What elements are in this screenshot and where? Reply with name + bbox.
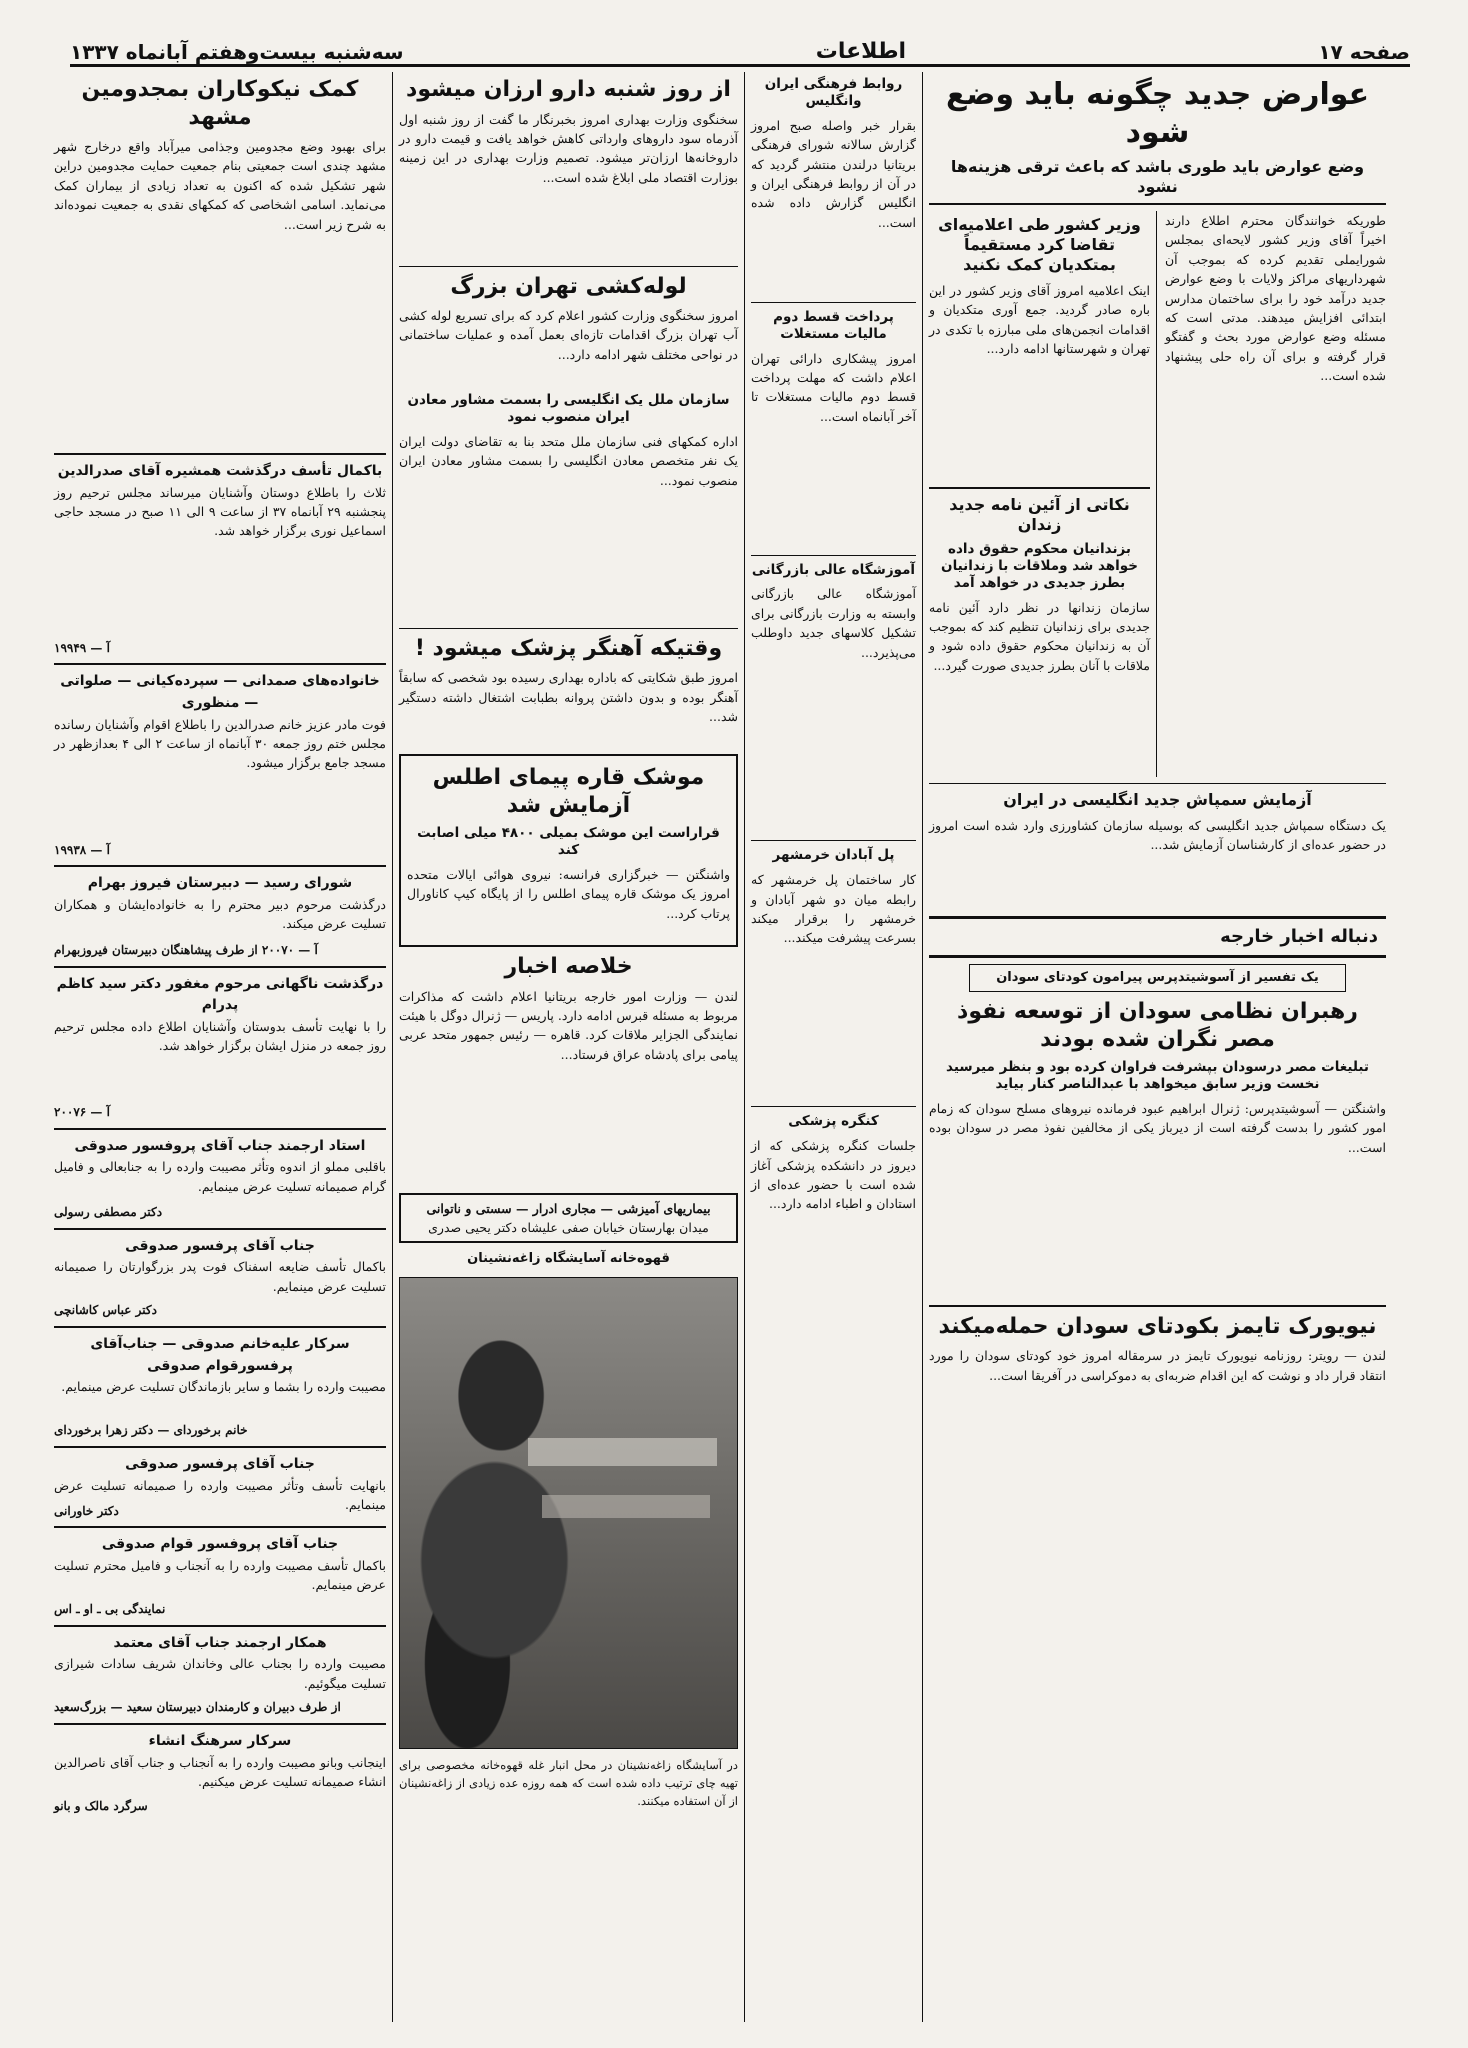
photo-caption: در آسایشگاه زاغه‌نشینان در محل انبار غله قهوه‌خانه مخصوصی برای تهیه چای ترتیب داده شده است که همه روزه عده زیادی از زاغه‌نشینان از آن استفاده میکنند. (399, 1758, 738, 1809)
sudan-body: واشنگتن — آسوشیتدپرس: ژنرال ابراهیم عبود فرمانده نیروهای مسلح سودان که زمام امور کشور را بدست گرفته است از دیرباز یکی از مخالفین نفوذ مصر در سودان بوده است... (929, 1100, 1386, 1155)
notice-2-body: فوت مادر عزیز خانم صدرالدین را باطلاع اقوام وآشنایان رسانده مجلس ختم روز جمعه ۳۰ آبانماه از ساعت ۲ الی ۴ بعدازظهر در مسجد جامع برگزار میشود. (54, 716, 386, 771)
nyt-headline: نیویورک تایمز بکودتای سودان حمله‌میکند (938, 1313, 1377, 1339)
newspaper-name: اطلاعات (815, 39, 907, 64)
notice-8-body: بانهایت تأسف وتأثر مصیبت وارده را صمیمانه تسلیت عرض مینمایم. (54, 1477, 386, 1513)
sudan-subhead: تبلیغات مصر درسودان بپشرفت فراوان کرده بود و بنظر میرسید نخست وزیر سابق میخواهد با عبدالناصر کنار بیاید (946, 1059, 1369, 1092)
notice-1-body: ثلاث را باطلاع دوستان وآشنایان میرساند مجلس ترحیم روز پنجشنبه ۲۹ آبانماه ۳۷ از ساعت ۹ الی ۱۱ صبح در مسجد حاجی اسماعیل نوری برگزار خواهد شد. (54, 484, 386, 539)
pipe-headline: لوله‌کشی تهران بزرگ (450, 273, 687, 299)
notice-10-body: مصیبت وارده را بجناب عالی وخاندان شریف سادات شیرازی تسلیت میگوئیم. (54, 1656, 386, 1691)
column-center (392, 72, 744, 2022)
prison-subhead: بزندانیان محکوم حقوق داده خواهد شد وملاقات با زندانیان بطرز جدیدی در خواهد آمد (941, 541, 1138, 591)
main-article-body: طوریکه خوانندگان محترم اطلاع دارند اخیراً آقای وزیر کشور لایحه‌ای بمجلس شورایملی تقدیم کرده که بموجب آن شهرداریهای مراکز ولایات با وضع عوارض جدید درآمد خود را برای ساختمان مدارس ابتدائی افزایش میدهند. مدتی است که مسئله وضع عوارض مورد بحث و گفتگو قرار گرفته و برای آن راه حلی پیشنهاد شده است... (1165, 213, 1386, 383)
congress-body: جلسات کنگره پزشکی که از دیروز در دانشکده پزشکی آغاز شده است با حضور عده‌ای از استادان و اطباء ادامه دارد... (751, 1138, 916, 1212)
notice-8 (54, 1454, 386, 1520)
notice-8-sign: دکتر خاورانی (54, 1503, 119, 1518)
test-body: یک دستگاه سمپاش جدید انگلیسی که بوسیله سازمان کشاورزی وارد شده است امروز در حضور عده‌ای از کارشناسان آزمایش شد... (929, 818, 1386, 853)
notice-10-sign: از طرف دبیران و کارمندان دبیرستان سعید — بزرگ‌سعید (54, 1700, 341, 1715)
notice-8-title: جناب آقای پرفسور صدوقی (125, 1456, 315, 1473)
main-subhead: وضع عوارض باید طوری باشد که باعث ترقی هزینه‌ها نشود (950, 157, 1365, 196)
bridge-body: کار ساختمان پل خرمشهر که رابطه میان دو شهر آبادان و خرمشهر را برقرار میکند بسرعت پیشرفت میکند... (751, 872, 916, 946)
notice-9-title: جناب آقای پروفسور قوام صدوقی (101, 1536, 339, 1553)
notice-7 (54, 1334, 386, 1440)
prison-headline: نکاتی از آئین نامه جدید زندان (949, 495, 1130, 534)
tax-body: امروز پیشکاری دارائی تهران اعلام داشت که مهلت پرداخت قسط دوم مالیات مستغلات تا آخر آبانماه است... (751, 350, 916, 424)
notice-3 (54, 873, 386, 959)
sudan-headline: رهبران نظامی سودان از توسعه نفوذ مصر نگران شده بودند (957, 999, 1358, 1052)
notice-4-body: را با نهایت تأسف بدوستان وآشنایان اطلاع داده مجلس ترحیم روز جمعه در منزل ایشان برگزار خواهد شد. (54, 1018, 386, 1054)
hospital-ad-title: بیماریهای آمیزشی — مجاری ادرار — سستی و ناتوانی (426, 1200, 711, 1216)
test-headline: آزمایش سمپاش جدید انگلیسی در ایران (1003, 790, 1312, 809)
notice-6-sign: دکتر عباس کاشانچی (54, 1303, 157, 1318)
notice-4-sign: آ — ۲۰۰۷۶ (54, 1104, 110, 1119)
notice-7-title: سرکار علیه‌خانم صدوقی — جناب‌آقای پرفسورقوام صدوقی (90, 1336, 350, 1374)
notice-6-title: جناب آقای پرفسور صدوقی (125, 1237, 315, 1254)
column-left (48, 72, 392, 2022)
notice-9-sign: نمایندگی بی ـ او ـ اس (54, 1602, 166, 1616)
drug-body: سخنگوی وزارت بهداری امروز بخبرنگار ما گفت از روز شنبه اول آذرماه سود داروهای وارداتی کاهش خواهد یافت و قیمت دارو در داروخانه‌ها ارزان‌تر میشود. تصمیم وزارت بهداری در این زمینه بوزارت اقتصاد ملی ابلاغ شده است... (399, 111, 738, 185)
congress-headline: کنگره پزشکی (788, 1113, 879, 1130)
prison-body: سازمان زندانها در نظر دارد آئین نامه جدیدی برای زندانیان تنظیم کند که بموجب آن به زندانیان محکوم حقوق داده شود و ملاقات با آنان بطرز جدیدی صورت گیرد... (929, 599, 1150, 673)
notice-2-title: خانواده‌های صمدانی — سپرده‌کیانی — صلواتی — منظوری (60, 673, 380, 711)
pipe-body: امروز سخنگوی وزارت کشور اعلام کرد که برای تسریع لوله کشی آب تهران بزرگ اقدامات تازه‌ای بعمل آمده و عملیات ساختمانی در نواحی مختلف شهر ادامه دارد... (399, 308, 738, 362)
notice-5-body: باقلبی مملو از اندوه وتأثر مصیبت وارده را به جنابعالی و فامیل گرام صمیمانه تسلیت عرض مینمایم. (54, 1159, 386, 1194)
column-right (922, 72, 1392, 2022)
hospital-ad (399, 1193, 738, 1244)
doctor-headline: وقتیکه آهنگر پزشک میشود ! (414, 635, 723, 661)
hospital-ad-address: میدان بهارستان خیابان صفی علیشاه دکتر یحیی صدری (428, 1219, 709, 1235)
column-narrow (744, 72, 922, 2022)
sidebar-headline: وزیر کشور طی اعلامیه‌ای تقاضا کرد مستقیماً بمتکدیان کمک نکنید (938, 215, 1141, 274)
main-headline: عوارض جدید چگونه باید وضع شود (945, 77, 1370, 150)
notice-9-body: باکمال تأسف مصیبت وارده را به آنجناب و فامیل محترم تسلیت عرض مینمایم. (54, 1558, 386, 1593)
notice-1-title: باکمال تأسف درگذشت همشیره آقای صدرالدین (57, 463, 383, 479)
masthead (70, 30, 1410, 67)
drug-headline: از روز شنبه دارو ارزان میشود (406, 77, 731, 102)
missile-headline: موشک قاره پیمای اطلس آزمایش شد (432, 765, 705, 818)
notice-1 (54, 461, 386, 657)
school-headline: آموزشگاه عالی بازرگانی (751, 561, 916, 578)
notice-5 (54, 1136, 386, 1222)
notice-4 (54, 974, 386, 1122)
teahouse-photo (399, 1277, 738, 1749)
notice-7-sign: خانم برخوردای — دکتر زهرا برخوردای (54, 1423, 248, 1438)
sudan-kicker: یک تفسیر از آسوشیتدپرس پیرامون کودتای سودان (969, 964, 1346, 992)
notice-1-sign: آ — ۱۹۹۴۹ (54, 640, 110, 655)
issue-date: سه‌شنبه بیست‌وهفتم آبانماه ۱۳۳۷ (70, 40, 404, 64)
notice-3-body: درگذشت مرحوم دبیر محترم را به خانواده‌ایشان و همکاران تسلیت عرض میکند. (54, 896, 386, 932)
sidebar-article (929, 211, 1157, 777)
missile-body: واشنگتن — خبرگزاری فرانسه: نیروی هوائی ایالات متحده امروز یک موشک قاره پیمای اطلس را از پایگاه کیپ کاناورال پرتاب کرد... (407, 867, 730, 921)
notice-3-title: شورای رسید — دبیرستان فیروز بهرام (87, 875, 353, 892)
notice-3-sign: آ — ۲۰۰۷۰ از طرف پیشاهنگان دبیرستان فیروزبهرام (54, 942, 318, 957)
missile-subhead: قراراست این موشک بمیلی ۴۸۰۰ میلی اصابت کند (417, 825, 720, 859)
notice-7-body: مصیبت وارده را بشما و سایر بازماندگان تسلیت عرض مینمایم. (61, 1379, 386, 1395)
notice-2-sign: آ — ۱۹۹۳۸ (54, 842, 110, 857)
notice-10-title: همکار ارجمند جناب آقای معتمد (113, 1634, 327, 1651)
page-number: صفحه ۱۷ (1318, 40, 1410, 64)
notice-6-body: باکمال تأسف ضایعه اسفناک فوت پدر بزرگوارتان را صمیمانه تسلیت عرض مینمایم. (54, 1259, 386, 1294)
notice-11 (54, 1731, 386, 1815)
notice-11-title: سرکار سرهنگ انشاء (148, 1732, 292, 1749)
foreign-news-banner: دنباله اخبار خارجه (929, 916, 1386, 958)
summary-headline: خلاصه اخبار (504, 954, 633, 979)
nyt-body: لندن — رویتر: روزنامه نیویورک تایمز در سرمقاله امروز خود کودتای سودان را مورد انتقاد قرار داد و نوشت که این اقدام ضربه‌ای به دموکراسی در آفریقا است... (929, 1348, 1386, 1383)
notice-11-body: اینجانب وبانو مصیبت وارده را به آنجناب و جناب آقای ناصرالدین انشاء صمیمانه تسلیت عرض میکنیم. (54, 1754, 386, 1789)
notice-9 (54, 1534, 386, 1618)
doctor-body: امروز طبق شکایتی که باداره بهداری رسیده بود شخصی که سابقاً آهنگر بوده و بدون داشتن پروانه بطبابت اشتغال داشته دستگیر شد... (399, 670, 738, 724)
charity-headline: کمک نیکوکاران بمجدومین مشهد (81, 77, 359, 130)
mining-body: اداره کمکهای فنی سازمان ملل متحد بنا به تقاضای دولت ایران یک نفر متخصص معادن انگلیسی را بسمت مشاور معادن ایران منصوب نمود... (399, 433, 738, 488)
charity-body: برای بهبود وضع مجدومین وجذامی میرآباد واقع درخارج شهر مشهد چندی است جمعیتی بنام جمعیت حمایت مجدومین دراین شهر تشکیل شده که اکنون به تعداد زیادی از بیماران کمک می‌نماید. اسامی اشخاصی که کمکهای نقدی به جمعیت نموده‌اند به شرح زیر است... (54, 139, 386, 232)
bridge-headline: پل آبادان خرمشهر (772, 847, 895, 864)
school-body: آموزشگاه عالی بازرگانی وابسته به وزارت بازرگانی برای تشکیل کلاسهای جدید داوطلب می‌پذیرد... (751, 586, 916, 660)
culture-body: بقرار خبر واصله صبح امروز گزارش سالانه شورای فرهنگی بریتانیا درلندن منتشر گردید که در آن از روابط فرهنگی ایران و انگلیس گزارش داده شده است... (751, 117, 916, 230)
sidebar-body: اینک اعلامیه امروز آقای وزیر کشور در این باره صادر گردید. جمع آوری متکدیان و اقدامات انجمن‌های ملی مبارزه با تکدی در تهران و شهرستانها ادامه دارد... (929, 283, 1150, 357)
photo-title: قهوه‌خانه آسایشگاه زاغه‌نشینان (467, 1251, 670, 1267)
notice-6 (54, 1236, 386, 1320)
mining-headline: سازمان ملل یک انگلیسی را بسمت مشاور معادن ایران منصوب نمود (407, 392, 730, 425)
notice-2 (54, 671, 386, 859)
notice-5-sign: دکتر مصطفی رسولی (54, 1205, 163, 1220)
missile-box (399, 754, 738, 947)
notice-11-sign: سرگرد مالک و بانو (54, 1798, 148, 1813)
notice-10 (54, 1633, 386, 1717)
summary-body: لندن — وزارت امور خارجه بریتانیا اعلام داشت که مذاکرات مربوط به مسئله قبرس ادامه دارد. پاریس — ژنرال دوگل با هیئت نمایندگی الجزایر ملاقات کرد. قاهره — رئیس جمهور متحد عربی پیامی برای پادشاه عراق فرستاد... (399, 988, 738, 1062)
notice-5-title: استاد ارجمند جناب آقای پروفسور صدوقی (74, 1137, 366, 1154)
notice-4-title: درگذشت ناگهانی مرحوم مغفور دکتر سید کاظم پدرام (56, 975, 384, 1014)
tax-headline: پرداخت قسط دوم مالیات مستغلات (773, 308, 894, 342)
culture-headline: روابط فرهنگی ایران وانگلیس (764, 76, 903, 109)
